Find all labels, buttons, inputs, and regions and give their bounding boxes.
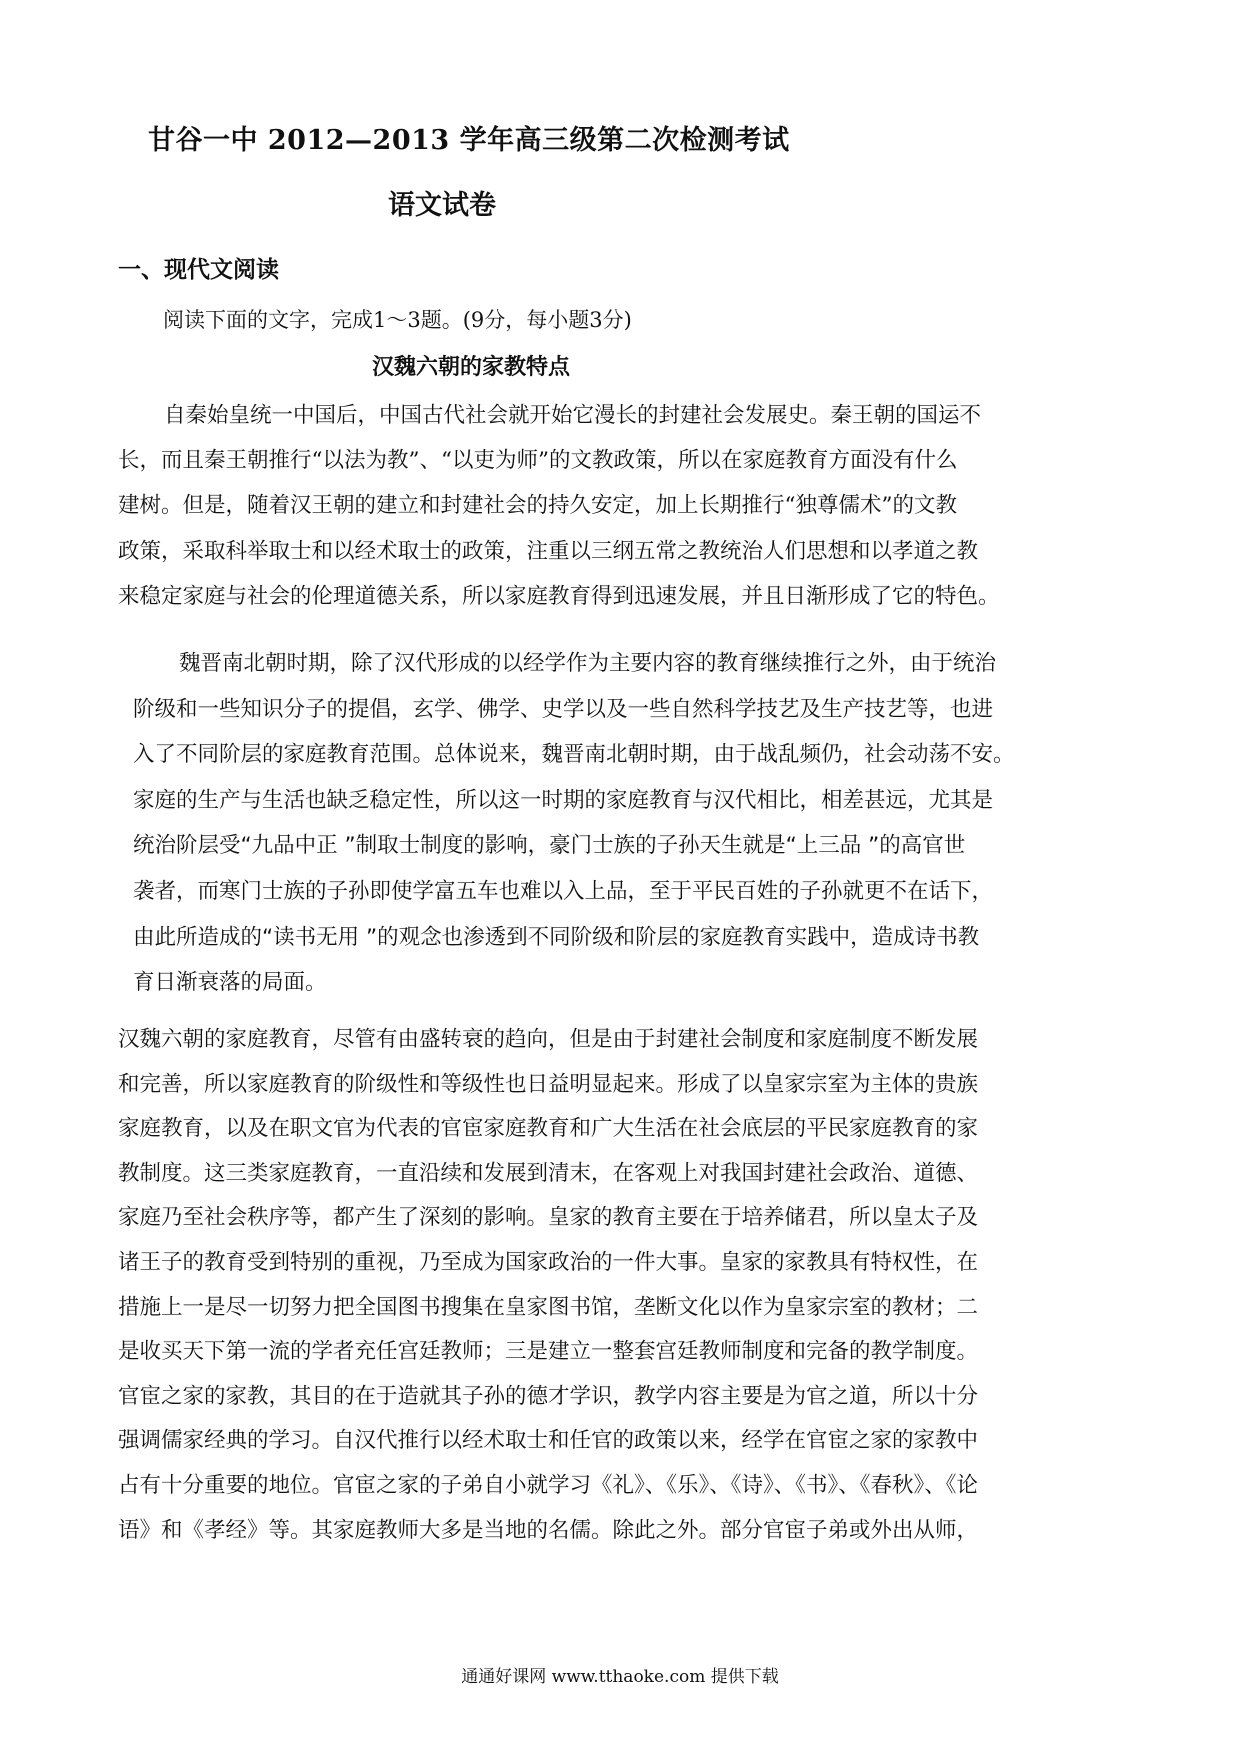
article-title: 汉魏六朝的家教特点 bbox=[372, 354, 571, 380]
reading-instruction: 阅读下面的文字，完成1～3题。(9分，每小题3分) bbox=[163, 308, 632, 332]
paragraph-line: 自秦始皇统一中国后，中国古代社会就开始它漫长的封建社会发展史。秦王朝的国运不 bbox=[164, 403, 982, 428]
paragraph-line: 强调儒家经典的学习。自汉代推行以经术取士和任官的政策以来，经学在官宦之家的家教中 bbox=[118, 1428, 979, 1454]
paragraph-line: 家庭教育，以及在职文官为代表的官宦家庭教育和广大生活在社会底层的平民家庭教育的家 bbox=[118, 1116, 979, 1142]
paragraph-2 bbox=[133, 641, 1115, 1006]
paragraph-line: 措施上一是尽一切努力把全国图书搜集在皇家图书馆，垄断文化以作为皇家宗室的教材；二 bbox=[118, 1294, 979, 1320]
paragraph-line: 统治阶层受“九品中正 ”制取士制度的影响，豪门士族的子孙天生就是“上三品 ”的高官世 bbox=[133, 833, 966, 859]
paragraph-line: 诸王子的教育受到特别的重视，乃至成为国家政治的一件大事。皇家的家教具有特权性，在 bbox=[118, 1249, 979, 1275]
exam-title: 甘谷一中 2012—2013 学年高三级第二次检测考试 bbox=[148, 125, 790, 156]
paragraph-line: 家庭乃至社会秩序等，都产生了深刻的影响。皇家的教育主要在于培养储君，所以皇太子及 bbox=[118, 1205, 979, 1231]
paragraph-line: 袭者，而寒门士族的子孙即使学富五车也难以入上品，至于平民百姓的子孙就更不在话下， bbox=[133, 878, 994, 904]
page-footer: 通通好课网 www.tthaoke.com 提供下载 bbox=[461, 1667, 779, 1687]
paragraph-line: 是收买天下第一流的学者充任宫廷教师；三是建立一整套宫廷教师制度和完备的教学制度。 bbox=[118, 1339, 979, 1365]
paragraph-line: 占有十分重要的地位。官宦之家的子弟自小就学习《礼》、《乐》、《诗》、《书》、《春秋》、《论 bbox=[118, 1472, 979, 1498]
paragraph-line: 由此所造成的“读书无用 ”的观念也渗透到不同阶级和阶层的家庭教育实践中，造成诗书教 bbox=[133, 924, 980, 950]
paragraph-line: 和完善，所以家庭教育的阶级性和等级性也日益明显起来。形成了以皇家宗室为主体的贵族 bbox=[118, 1071, 979, 1097]
paragraph-line: 入了不同阶层的家庭教育范围。总体说来，魏晋南北朝时期，由于战乱频仍，社会动荡不安。 bbox=[133, 742, 1015, 768]
paragraph-line: 建树。但是，随着汉王朝的建立和封建社会的持久安定，加上长期推行“独尊儒术”的文教 bbox=[118, 493, 957, 519]
section-heading: 一、现代文阅读 bbox=[118, 256, 279, 283]
paragraph-line: 育日渐衰落的局面。 bbox=[133, 970, 327, 996]
paragraph-1 bbox=[118, 393, 1112, 619]
paragraph-line: 来稳定家庭与社会的伦理道德关系，所以家庭教育得到迅速发展，并且日渐形成了它的特色。 bbox=[118, 583, 1000, 609]
paragraph-3 bbox=[118, 1018, 1112, 1553]
paragraph-line: 语》和《孝经》等。其家庭教师大多是当地的名儒。除此之外。部分官宦子弟或外出从师， bbox=[118, 1517, 979, 1543]
paragraph-line: 长，而且秦王朝推行“以法为教”、“以吏为师”的文教政策，所以在家庭教育方面没有什么 bbox=[118, 448, 958, 474]
exam-subtitle: 语文试卷 bbox=[388, 190, 496, 221]
paragraph-line: 汉魏六朝的家庭教育，尽管有由盛转衰的趋向，但是由于封建社会制度和家庭制度不断发展 bbox=[118, 1027, 979, 1052]
paragraph-line: 魏晋南北朝时期，除了汉代形成的以经学作为主要内容的教育继续推行之外，由于统治 bbox=[179, 651, 997, 676]
paragraph-line: 家庭的生产与生活也缺乏稳定性，所以这一时期的家庭教育与汉代相比，相差甚远，尤其是 bbox=[133, 787, 994, 813]
paragraph-line: 教制度。这三类家庭教育，一直沿续和发展到清末，在客观上对我国封建社会政治、道德、 bbox=[118, 1160, 979, 1186]
paragraph-line: 阶级和一些知识分子的提倡，玄学、佛学、史学以及一些自然科学技艺及生产技艺等，也进 bbox=[133, 696, 994, 722]
paragraph-line: 官宦之家的家教，其目的在于造就其子孙的德才学识，教学内容主要是为官之道，所以十分 bbox=[118, 1383, 979, 1409]
paragraph-line: 政策，采取科举取士和以经术取士的政策，注重以三纲五常之教统治人们思想和以孝道之教 bbox=[118, 538, 979, 564]
